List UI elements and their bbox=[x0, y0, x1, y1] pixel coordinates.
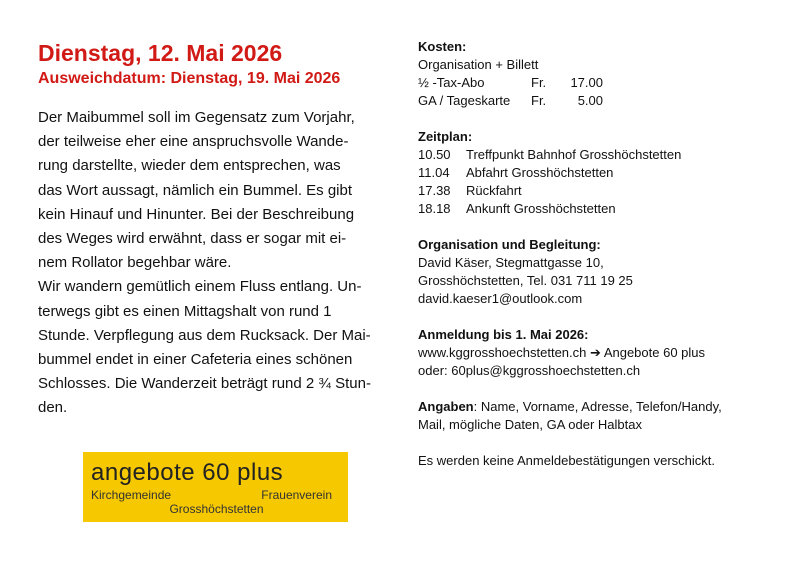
page-title: Dienstag, 12. Mai 2026 bbox=[38, 40, 283, 66]
contact-email: david.kaeser1@outlook.com bbox=[418, 291, 583, 306]
anmeldung-heading: Anmeldung bis 1. Mai 2026: bbox=[418, 327, 589, 342]
alternate-date: Ausweichdatum: Dienstag, 19. Mai 2026 bbox=[38, 70, 341, 87]
kosten-heading: Kosten: bbox=[418, 39, 467, 54]
description-line: Stunde. Verpflegung aus dem Rucksack. Der Mai- bbox=[38, 326, 371, 344]
kosten-row bbox=[418, 74, 788, 92]
schedule-time: 10.50 bbox=[418, 147, 451, 162]
schedule-text: Ankunft Grosshöchstetten bbox=[466, 201, 616, 216]
logo-location: Grosshöchstetten bbox=[169, 502, 264, 516]
arrow-right-icon: ➔ bbox=[590, 345, 601, 360]
left-column bbox=[38, 38, 380, 421]
website-url: www.kggrosshoechstetten.ch bbox=[418, 345, 587, 360]
anmeldung-website-line bbox=[418, 344, 788, 362]
logo-subline bbox=[91, 488, 342, 502]
schedule-text: Treffpunkt Bahnhof Grosshöchstetten bbox=[466, 147, 682, 162]
confirmation-note: Es werden keine Anmeldebestätigungen verschickt. bbox=[418, 453, 716, 468]
description-line: des Weges wird erwähnt, dass er sogar mit ei- bbox=[38, 230, 347, 248]
angebote-60-plus-logo bbox=[83, 452, 348, 522]
organisation-line: Grosshöchstetten, Tel. 031 711 19 25 bbox=[418, 273, 633, 288]
anmeldung-email-line: oder: 60plus@kggrosshoechstetten.ch bbox=[418, 363, 641, 378]
kosten-section bbox=[418, 38, 788, 110]
description-line: Wir wandern gemütlich einem Fluss entlang. Un- bbox=[38, 278, 362, 296]
schedule-row bbox=[418, 164, 788, 182]
description-line: das Wort aussagt, nämlich ein Bummel. Es gibt bbox=[38, 181, 353, 199]
organisation-heading: Organisation und Begleitung: bbox=[418, 237, 601, 252]
schedule-row bbox=[418, 182, 788, 200]
price-amount: 5.00 bbox=[577, 93, 603, 108]
angaben-label: Angaben bbox=[418, 399, 474, 414]
price-label: ½ -Tax-Abo bbox=[418, 75, 485, 90]
angaben-section bbox=[418, 398, 788, 434]
description-line: den. bbox=[38, 399, 68, 417]
logo-title: angebote 60 plus bbox=[91, 459, 284, 486]
zeitplan-heading: Zeitplan: bbox=[418, 129, 473, 144]
schedule-time: 11.04 bbox=[418, 165, 450, 180]
description-line: der teilweise eher eine anspruchsvolle Wande- bbox=[38, 133, 349, 151]
website-section: Angebote 60 plus bbox=[603, 345, 706, 360]
organisation-section bbox=[418, 236, 788, 308]
price-currency: Fr. bbox=[531, 75, 547, 90]
schedule-text: Abfahrt Grosshöchstetten bbox=[466, 165, 614, 180]
logo-frauenverein: Frauenverein bbox=[261, 488, 332, 502]
description-line: kein Hinauf und Hinunter. Bei der Beschreibung bbox=[38, 205, 355, 223]
description-line: terwegs gibt es einen Mittagshalt von rund 1 bbox=[38, 302, 332, 320]
anmeldung-section bbox=[418, 326, 788, 380]
price-amount: 17.00 bbox=[570, 75, 603, 90]
angaben-text: : Name, Vorname, Adresse, Telefon/Handy, bbox=[473, 399, 722, 414]
description-text bbox=[38, 106, 380, 421]
description-line: bummel endet in einer Cafeteria eines schönen bbox=[38, 351, 353, 369]
price-currency: Fr. bbox=[531, 93, 547, 108]
description-line: Schlosses. Die Wanderzeit beträgt rund 2 ¾ Stun- bbox=[38, 375, 371, 393]
angaben-line: Mail, mögliche Daten, GA oder Halbtax bbox=[418, 417, 642, 432]
organisation-line: David Käser, Stegmattgasse 10, bbox=[418, 255, 604, 270]
schedule-time: 18.18 bbox=[418, 201, 451, 216]
price-label: GA / Tageskarte bbox=[418, 93, 511, 108]
schedule-row bbox=[418, 200, 788, 218]
kosten-line: Organisation + Billett bbox=[418, 57, 539, 72]
angaben-line bbox=[418, 398, 788, 416]
schedule-time: 17.38 bbox=[418, 183, 451, 198]
zeitplan-section bbox=[418, 128, 788, 218]
right-column bbox=[418, 38, 788, 470]
schedule-text: Rückfahrt bbox=[466, 183, 522, 198]
description-line: rung darstellte, wieder dem entsprechen, was bbox=[38, 157, 341, 175]
schedule-row bbox=[418, 146, 788, 164]
kosten-row bbox=[418, 92, 788, 110]
description-line: nem Rollator begehbar wäre. bbox=[38, 254, 232, 272]
description-line: Der Maibummel soll im Gegensatz zum Vorjahr, bbox=[38, 109, 355, 126]
logo-kirchgemeinde: Kirchgemeinde bbox=[91, 488, 172, 502]
